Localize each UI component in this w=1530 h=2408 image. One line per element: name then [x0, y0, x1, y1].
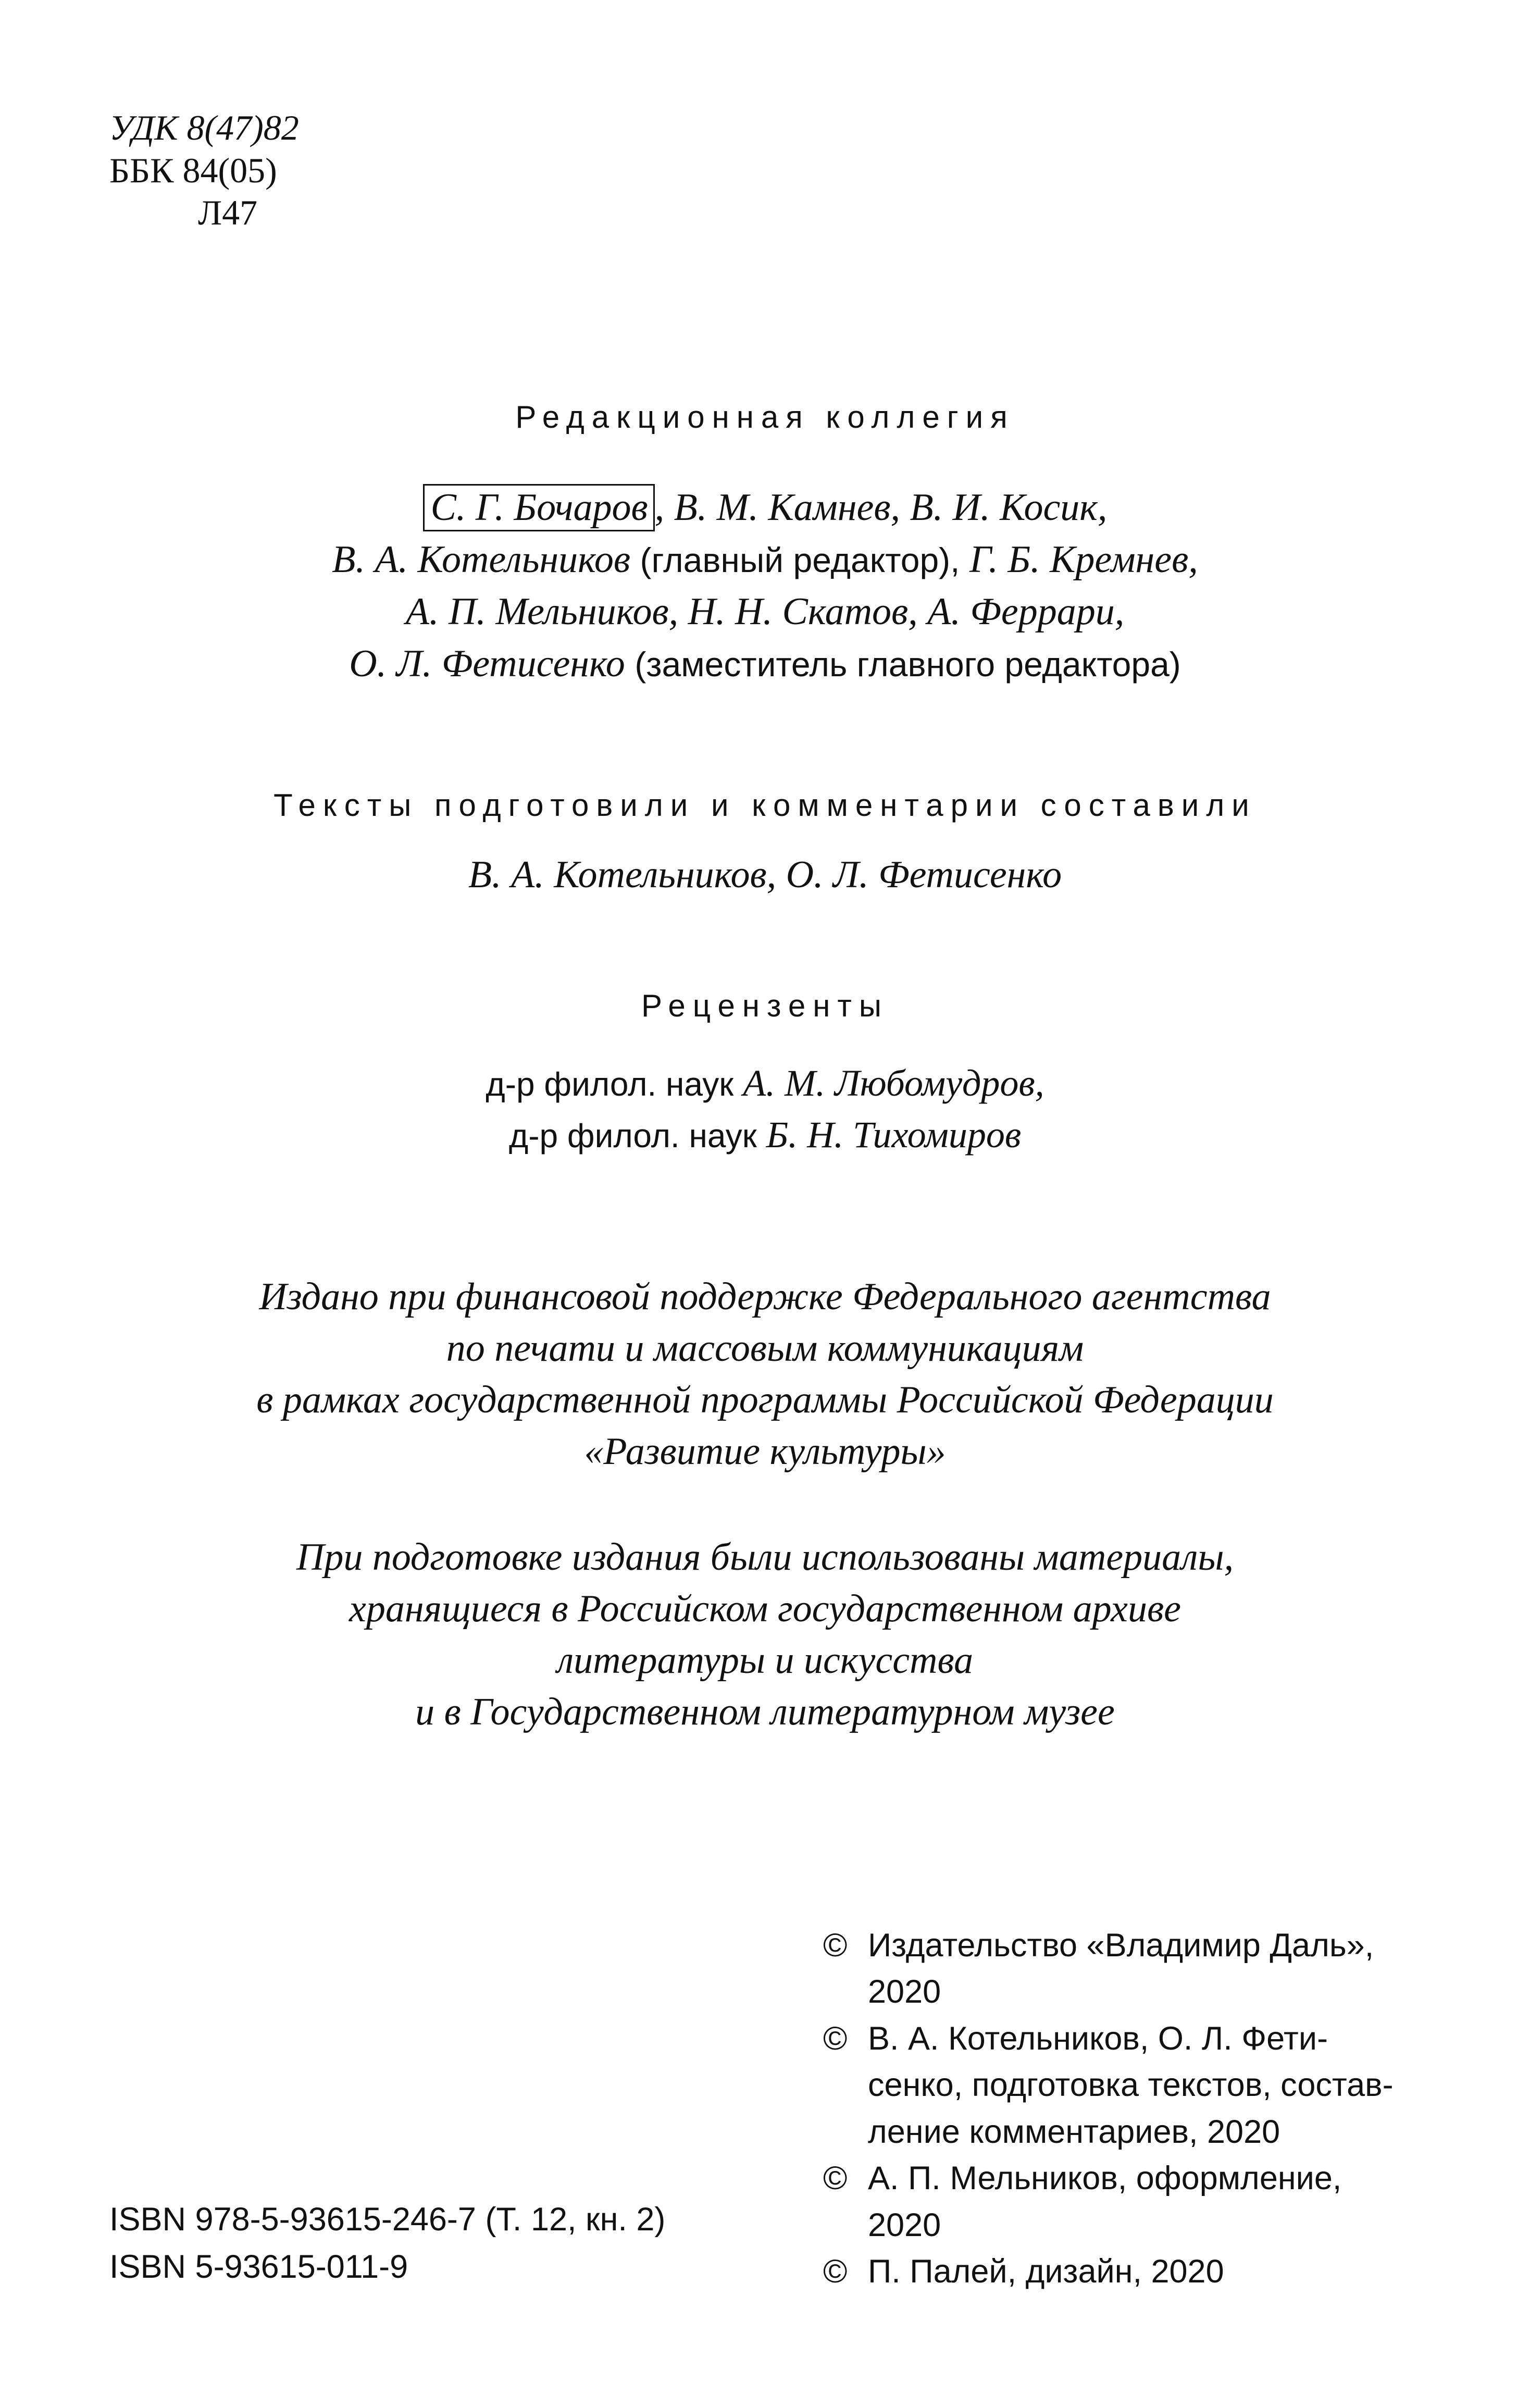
copyright-sign-icon: © — [823, 2160, 848, 2197]
reviewer-degree: д-р филол. наук — [486, 1065, 734, 1103]
copyright-sign-icon: © — [823, 2020, 848, 2057]
deputy-editor-role: (заместитель главного редактора) — [635, 644, 1181, 684]
editorial-board-heading: Редакционная коллегия — [515, 400, 1015, 435]
classification-codes — [109, 107, 474, 234]
copyright-text — [868, 2016, 1448, 2155]
copyright-sign-icon: © — [823, 2253, 848, 2290]
copyright-line: П. Палей, дизайн, 2020 — [868, 2253, 1224, 2290]
copyright-text — [868, 1922, 1448, 2016]
editorial-board-names — [0, 482, 1530, 690]
udk-code: УДК 8(47)82 — [109, 108, 299, 147]
archive-note-line: хранящиеся в Российском государственном архиве — [349, 1587, 1181, 1631]
copyright-sign-icon: © — [823, 1927, 848, 1964]
boxed-name-bocharov: С. Г. Бочаров — [423, 484, 655, 531]
archive-note — [0, 1532, 1530, 1739]
texts-prepared-names: В. А. Котельников, О. Л. Фетисенко — [468, 853, 1062, 896]
copyright-item — [823, 2016, 1448, 2155]
editorial-board-line-4 — [0, 638, 1530, 690]
copyright-line: 2020 — [868, 2206, 941, 2243]
copyright-line: 2020 — [868, 1973, 941, 2010]
isbn-line: ISBN 5-93615-011-9 — [109, 2249, 408, 2286]
funding-note-line: «Развитие культуры» — [584, 1430, 946, 1473]
copyright-text — [868, 2249, 1448, 2295]
author-sign-code: Л47 — [198, 193, 258, 233]
reviewers-heading: Рецензенты — [641, 988, 889, 1023]
funding-note-line: Издано при финансовой поддержке Федерального агентства — [259, 1275, 1271, 1318]
reviewer-item — [0, 1109, 1530, 1161]
editorial-board-line-2 — [0, 534, 1530, 586]
archive-note-line: литературы и искусства — [556, 1639, 974, 1682]
isbn-line: ISBN 978-5-93615-246-7 (Т. 12, кн. 2) — [109, 2201, 666, 2238]
reviewer-item — [0, 1058, 1530, 1109]
copyright-line: В. А. Котельников, О. Л. Фети- — [868, 2020, 1328, 2057]
chief-editor-name: В. А. Котельников — [332, 538, 631, 581]
reviewer-name: А. М. Любомудров, — [743, 1062, 1044, 1104]
copyright-line: сенко, подготовка текстов, состав- — [868, 2067, 1394, 2104]
funding-note-line: в рамках государственной программы Российской Федерации — [256, 1379, 1274, 1422]
funding-note — [0, 1271, 1530, 1478]
editorial-board-line-3: А. П. Мельников, Н. Н. Скатов, А. Феррари, — [405, 590, 1125, 633]
archive-note-line: и в Государственном литературном музее — [415, 1691, 1115, 1734]
reviewer-degree: д-р филол. наук — [508, 1117, 757, 1155]
funding-note-line: по печати и массовым коммуникациям — [446, 1327, 1084, 1370]
bbk-code: ББК 84(05) — [109, 150, 277, 190]
chief-editor-role: (главный редактор), — [640, 540, 960, 579]
copyright-text — [868, 2155, 1448, 2249]
texts-prepared-heading: Тексты подготовили и комментарии составили — [273, 788, 1257, 823]
archive-note-line: При подготовке издания были использованы материалы, — [296, 1536, 1234, 1579]
copyright-item — [823, 2249, 1448, 2295]
isbn-block — [109, 2196, 839, 2291]
copyright-line: Издательство «Владимир Даль», — [868, 1927, 1374, 1964]
copyright-line: ление комментариев, 2020 — [868, 2113, 1280, 2150]
reviewer-name: Б. Н. Тихомиров — [766, 1114, 1022, 1156]
copyright-item — [823, 2155, 1448, 2249]
editorial-board-line-1-rest: , В. М. Камнев, В. И. Косик, — [654, 486, 1108, 529]
editorial-board-line-2-tail: Г. Б. Кремнев, — [969, 538, 1198, 581]
copyright-line: А. П. Мельников, оформление, — [868, 2160, 1342, 2197]
reviewers-list — [0, 1058, 1530, 1161]
copyright-item — [823, 1922, 1448, 2016]
deputy-editor-name: О. Л. Фетисенко — [349, 642, 625, 685]
copyright-block — [823, 1922, 1448, 2295]
editorial-board-line-1 — [0, 482, 1530, 534]
